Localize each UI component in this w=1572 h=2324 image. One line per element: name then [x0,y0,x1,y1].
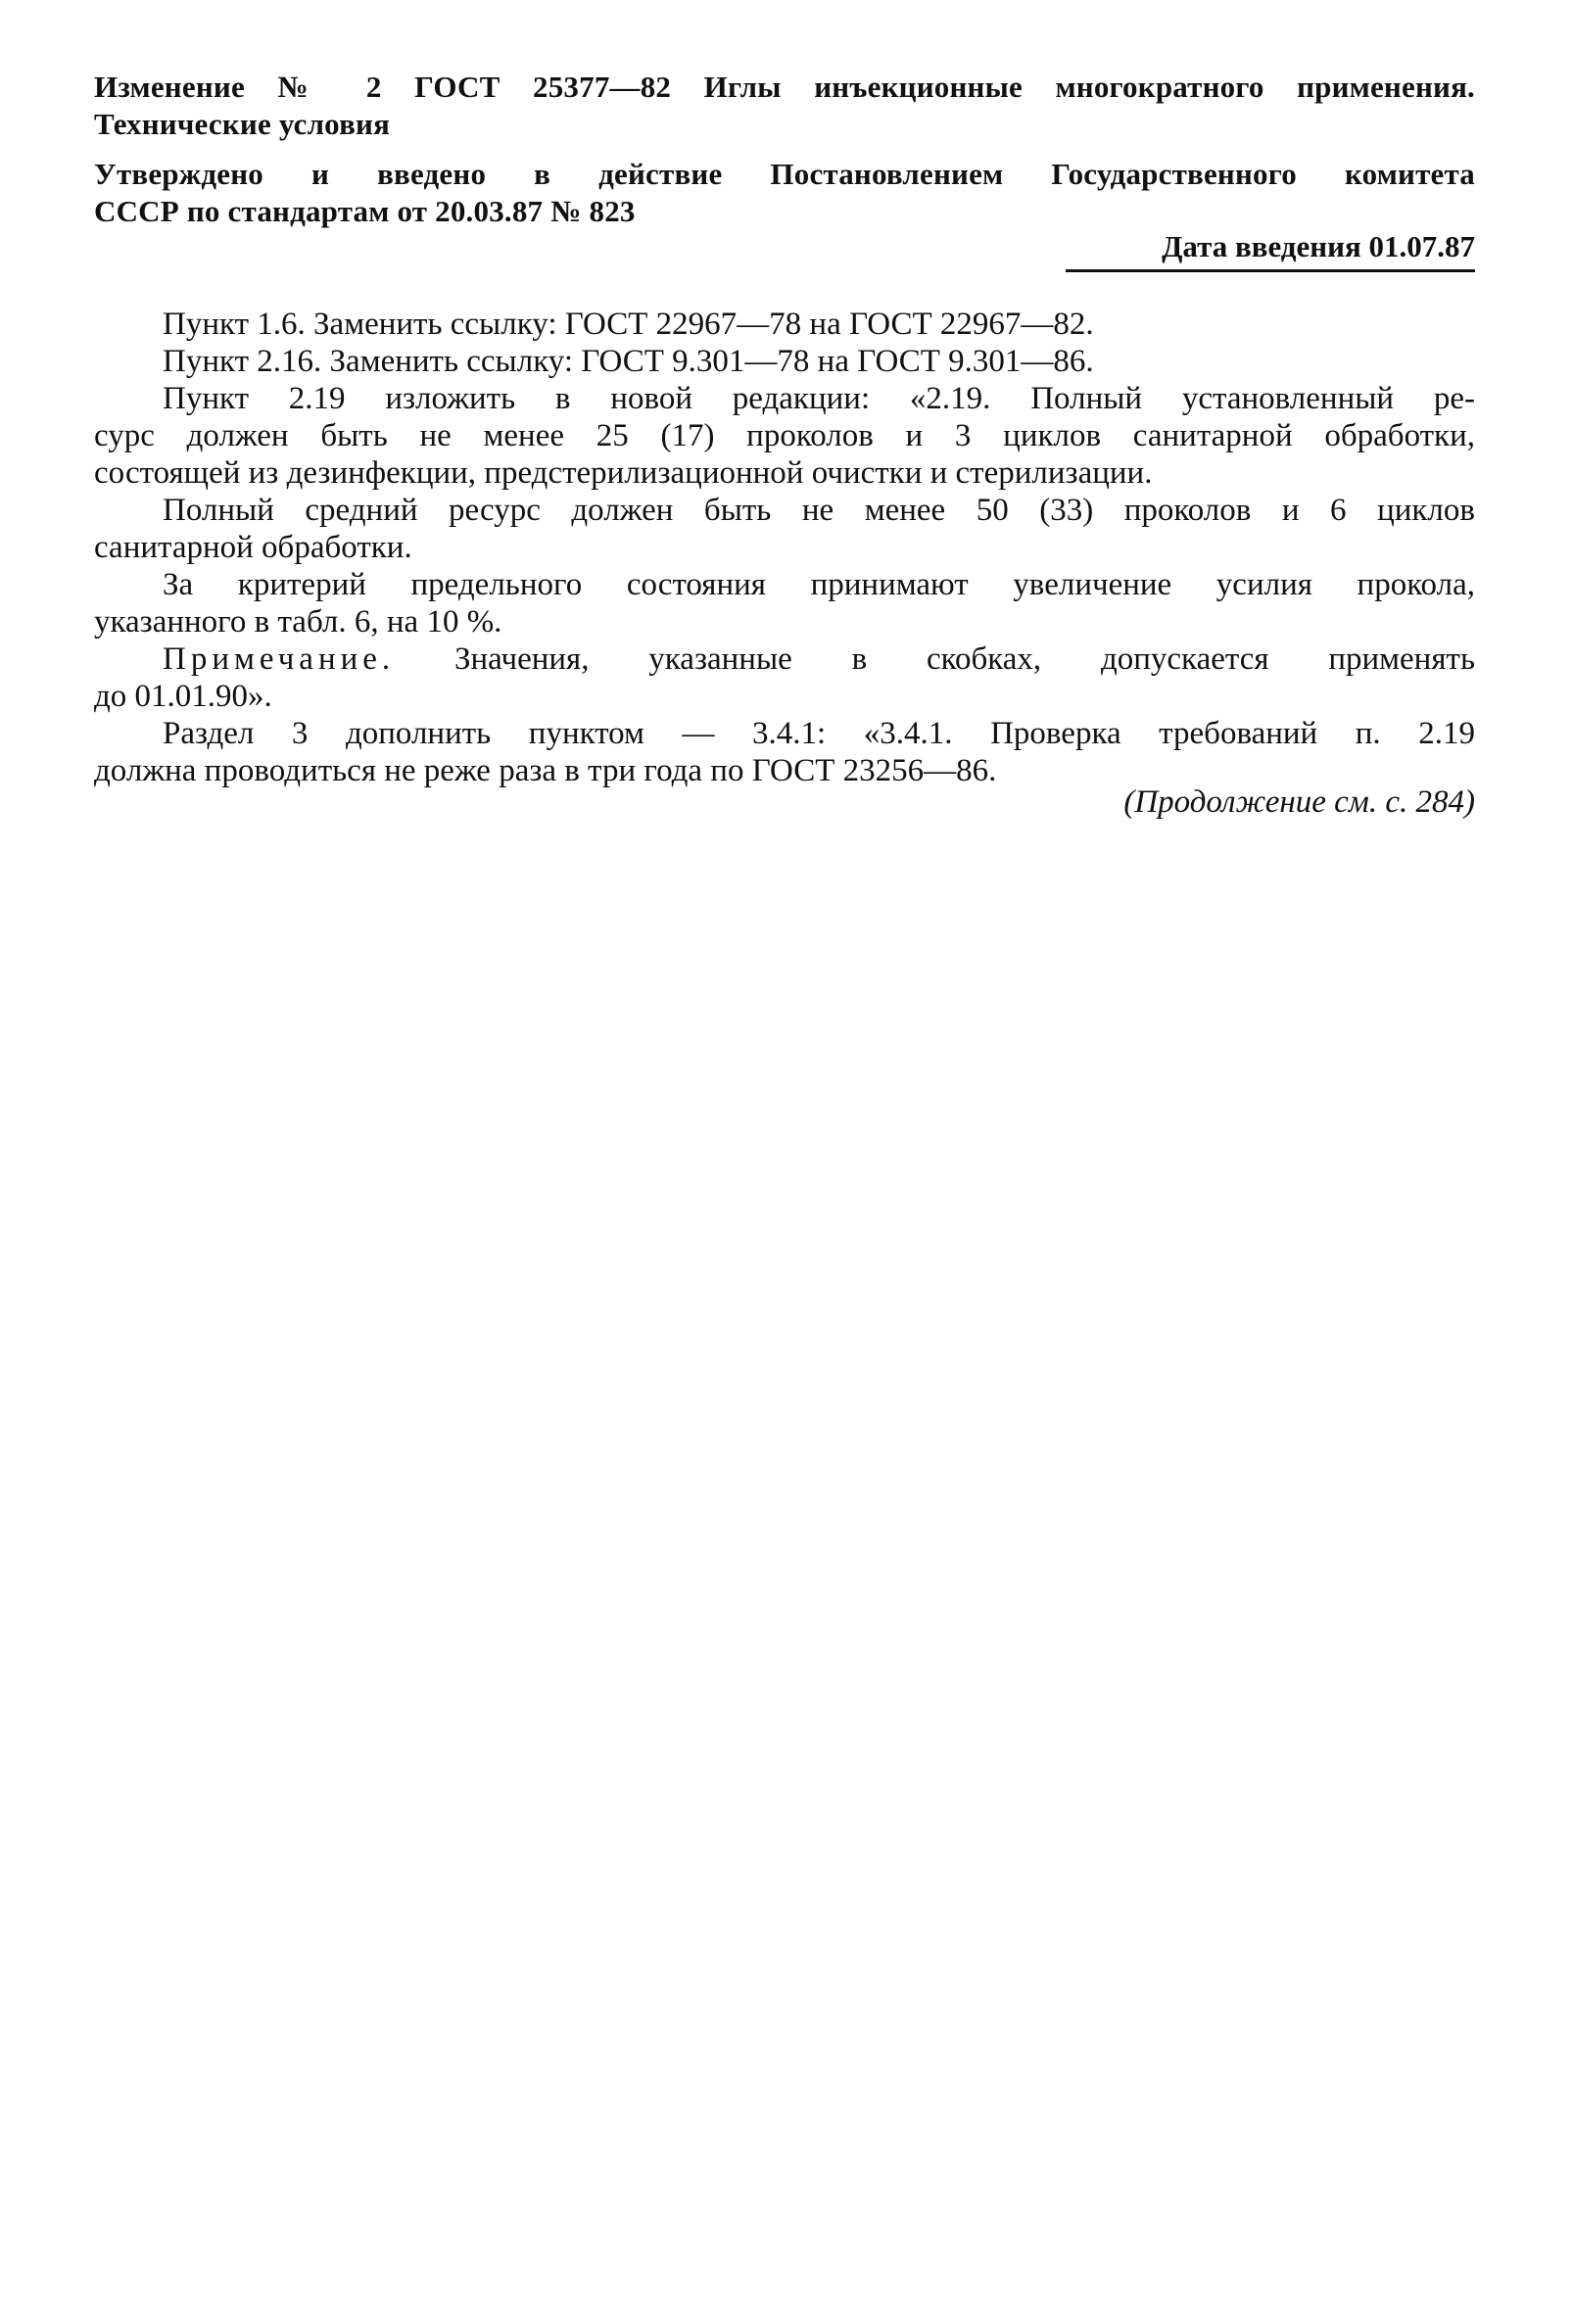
date-underline [1066,269,1475,272]
paragraph-line: Раздел 3 дополнить пунктом — 3.4.1: «3.4.1. Проверка требований п. 2.19 [163,716,1475,751]
paragraph-line: санитарной обработки. [94,530,412,565]
note-label: Примечание. [163,641,396,677]
document-title [94,69,1475,143]
introduction-date: Дата введения 01.07.87 [1162,229,1475,263]
paragraph-line: сурс должен быть не менее 25 (17) проколов и 3 циклов санитарной обработки, [94,418,1475,453]
approval-statement [94,156,1475,230]
approval-line-1: Утверждено и введено в действие Постановлением Государственного комитета [94,157,1475,191]
paragraph-note [94,640,1475,715]
paragraph-clause-1-6 [94,306,1475,343]
title-line-2: Технические условия [94,107,391,141]
paragraph-limit-criterion [94,566,1475,640]
paragraph-line: Пункт 1.6. Заменить ссылку: ГОСТ 22967—78 на ГОСТ 22967—82. [163,307,1094,342]
approval-line-2: СССР по стандартам от 20.03.87 № 823 [94,194,636,228]
paragraph-line: состоящей из дезинфекции, предстерилизационной очистки и стерилизации. [94,455,1153,491]
paragraph-line [94,640,1475,678]
paragraph-clause-2-19 [94,380,1475,492]
paragraph-section-3 [94,715,1475,789]
paragraph-average-resource [94,492,1475,566]
title-line-1: Изменение № 2 ГОСТ 25377—82 Иглы инъекционные многократного применения. [94,70,1475,104]
continuation-note: (Продолжение см. с. 284) [1123,784,1475,820]
paragraph-line: должна проводиться не реже раза в три года по ГОСТ 23256—86. [94,753,997,788]
paragraph-line: Пункт 2.16. Заменить ссылку: ГОСТ 9.301—78 на ГОСТ 9.301—86. [163,344,1094,379]
paragraph-clause-2-16 [94,343,1475,380]
paragraph-line: За критерий предельного состояния принимают увеличение усилия прокола, [163,567,1475,602]
amendment-body [94,306,1475,789]
paragraph-line: Полный средний ресурс должен быть не менее 50 (33) проколов и 6 циклов [163,493,1475,528]
paragraph-line: указанного в табл. 6, на 10 %. [94,604,502,640]
paragraph-line: до 01.01.90». [94,679,272,714]
paragraph-line: Пункт 2.19 изложить в новой редакции: «2.19. Полный установленный ре- [163,381,1475,416]
note-text: Значения, указанные в скобках, допускается применять [395,641,1475,677]
